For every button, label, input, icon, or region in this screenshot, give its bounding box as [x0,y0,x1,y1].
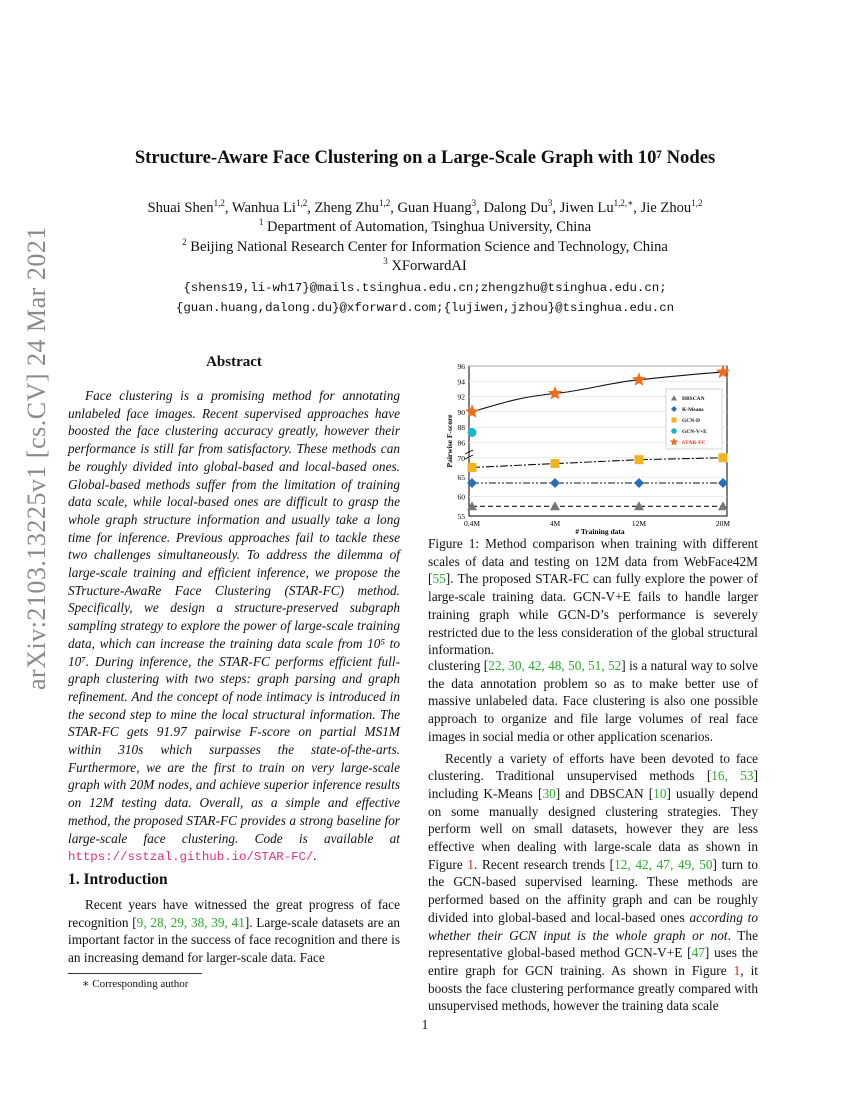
author-affiliation-sup: 1,2 [213,198,225,209]
data-point-square [635,455,644,464]
y-tick-label: 55 [457,512,465,521]
y-tick-label: 92 [457,392,465,402]
data-point-diamond [550,478,560,488]
abstract-body [68,387,400,867]
author-name: Shuai Shen [147,200,214,216]
data-point-star [465,404,479,418]
citation-link[interactable]: 10 [653,785,667,801]
body-text: Recently a variety of efforts have been devoted to face clustering. Traditional unsupervised methods [ [428,750,758,784]
affiliation-num: 2 [182,237,187,248]
body-text: ] and DBSCAN [ [555,785,654,801]
author-name: Guan Huang [397,200,472,216]
y-tick-label: 90 [457,407,465,417]
author-name: Dalong Du [483,200,548,216]
x-tick-label: 20M [715,519,731,528]
footnote: ∗ Corresponding author [82,978,189,990]
author-affiliation-sup: 1,2 [378,198,391,209]
legend-marker-circle [671,428,677,434]
affiliation-text: Department of Automation, Tsinghua University, China [267,219,592,235]
y-tick-label: 94 [457,377,465,387]
data-point-square [468,463,477,472]
author-affiliation-sup: 3 [547,198,553,209]
data-point-diamond [634,478,644,488]
emphasis-text: according to whether their GCN input is the whole graph or not [428,909,759,943]
paper-title: Structure-Aware Face Clustering on a Large-Scale Graph with 10⁷ Nodes [134,147,716,168]
data-point-triangle [550,501,560,510]
affiliation-num: 3 [383,256,388,267]
series-line-gcn-d [472,458,723,468]
y-tick-label: 70 [457,453,465,463]
citation-link[interactable]: 47 [691,945,705,961]
figure-1-chart [428,355,758,537]
author-name: Wanhua Li [231,200,296,216]
author-list: Shuai Shen$^{1,2}$, Wanhua Li$^{1,2}$, Zheng Zhu$^{1,2}$, Guan Huang$^3$, Dalong Du$^3$, Jiwen $Lu^{1,2,∗}$, Jie Zhou$^{1,2}$ [147,198,703,216]
abstract-text: Face clustering is a promising method for annotating unlabeled face images. Recent supervised approaches have boosted the face clustering accuracy greatly, however their performance is still far from satisfactory. These methods can be roughly divided into global-based and local-based ones. Global-based methods suffer from the limitation of training data scale, while local-based ones are difficult to grasp the whole graph structure information and usually take a long time for inference. Previous approaches fail to tackle these two challenges simultaneously. To address the dilemma of large-scale training and efficient inference, we propose the STructure-AwaRe Face Clustering (STAR-FC) method. Specifically, we design a structure-preserved subgraph sampling strategy to explore the power of large-scale training data, which can increase the training data scale from 10⁵ to 10⁷. During inference, the STAR-FC performs efficient full-graph clustering with two steps: graph parsing and graph refinement. And the concept of node intimacy is introduced in the second step to mine the local structural information. The STAR-FC gets 91.97 pairwise F-score on partial MS1M within 310s which surpasses the state-of-the-arts. Furthermore, we are the first to train on very large-scale graph with 20M nodes, and achieve superior inference results on 12M testing data. Overall, as a simple and effective method, the proposed STAR-FC provides a strong baseline for large-scale face clustering. Code is available at [68,388,400,846]
footnote-rule [68,973,202,974]
author-name: Jiwen Lu [559,200,614,216]
affiliation-2 [0,239,850,256]
page-number: 1 [421,1017,429,1032]
body-text: ] uses the entire graph for GCN training. As shown in Figure [428,945,758,978]
author-name: Jie Zhou [640,200,692,216]
email-line-1: {shens19,li-wh17}@mails.tsinghua.edu.cn;zhengzhu@tsinghua.edu.cn; [183,281,667,295]
intro-text: Recent years have witnessed the great progress of face recognition [ [68,897,400,930]
figure-label: Figure 1: [428,536,480,551]
body-text: ] usually depend on some manually designed clustering strategies. They perform well on small datasets, however they are less effective when dealing with large-scale data as shown in Figure [428,785,758,872]
body-text: ] including K-Means [ [428,768,758,801]
data-point-star [716,365,730,379]
legend-label: STAR-FC [682,440,706,446]
legend-label: GCN-V+E [682,429,707,435]
right-column-body [428,657,758,1015]
affiliation-text: Beijing National Research Center for Information Science and Technology, China [190,239,668,255]
arxiv-sidebar-id: arXiv:2103.13225v1 [cs.CV] 24 Mar 2021 [22,226,51,690]
intro-body [68,896,400,967]
data-point-circle [468,428,477,437]
x-tick-label: 4M [549,519,561,528]
data-point-star [548,386,562,400]
email-line-2: {guan.huang,dalong.du}@xforward.com;{lujiwen,jzhou}@tsinghua.edu.cn [175,301,675,315]
figure-ref-link[interactable]: 1 [733,962,741,978]
caption-text: ]. The proposed STAR-FC can fully explore the power of large-scale training data. GCN-V+E fails to handle larger training graph while GCN-D’s performance is severely restricted due to the less consideration of the global structural information. [428,571,758,658]
body-text: . Recent research trends [ [474,856,615,872]
body-text: . The representative global-based method GCN-V+E [ [428,927,758,961]
body-text: , it boosts the face clustering performance greatly compared with unsupervised methods, however the training data scale [428,962,758,1014]
author-affiliation-sup: 1,2 [295,198,308,209]
author-affiliation-sup: 1,2,∗ [613,198,634,209]
y-tick-label: 60 [457,492,465,502]
abstract-end: . [313,848,317,864]
y-tick-label: 88 [457,423,465,433]
y-tick-label: 96 [457,362,465,371]
figure-1-caption [428,535,758,659]
citation-link[interactable]: 12, 42, 47, 49, 50 [614,856,713,872]
legend-label: DBSCAN [682,396,705,402]
body-text: ] is a natural way to solve the data annotation problem so as to make better use of massive unlabeled data. Face clustering is also one possible approach to organize and file large volumes of real face images in social media or other application scenarios. [428,658,759,744]
citation-link[interactable]: 16, 53 [711,768,754,784]
author-affiliation-sup: 3 [471,198,477,209]
intro-text: ]. Large-scale datasets are an important factor in the success of face recognition and there is an increasing demand for larger-scale data. Face [68,914,400,966]
x-axis-label: # Training data [575,527,625,536]
y-tick-label: 65 [457,473,465,483]
affiliation-num: 1 [258,217,264,228]
x-tick-label: 0.4M [463,519,481,528]
citation-link[interactable]: 55 [432,571,446,587]
legend-marker-square [672,418,677,423]
figure-ref-link[interactable]: 1 [467,856,475,872]
affiliation-3 [0,258,850,275]
citation-link[interactable]: 30 [542,785,556,801]
legend-label: K-Means [682,407,704,413]
y-tick-label: 86 [457,438,465,448]
body-text: ] turn to the GCN-based supervised learning. These methods are performed based on the affinity graph and can be roughly divided into global-based and local-based ones [428,856,759,925]
citation-link[interactable]: 9, 28, 29, 38, 39, 41 [136,914,245,930]
affiliation-text: XForwardAI [391,258,467,274]
data-point-star [632,372,646,386]
legend-label: GCN-D [682,418,701,424]
author-affiliation-sup: 1,2 [691,198,703,209]
code-url-link[interactable]: https://sstzal.github.io/STAR-FC/ [68,850,314,865]
y-axis-label: Pairwise F-score [445,414,454,468]
body-text: clustering [ [428,658,489,673]
caption-text: Method comparison when training with different scales of data and testing on 12M data from WebFace42M [ [428,536,758,587]
author-name: Zheng Zhu [314,200,379,216]
x-tick-label: 12M [631,519,647,528]
data-point-square [551,459,560,468]
data-point-square [719,453,728,462]
citation-link[interactable]: 22, 30, 42, 48, 50, 51, 52 [488,658,622,673]
affiliation-1 [0,219,850,236]
abstract-heading: Abstract [206,354,262,370]
intro-heading: 1. Introduction [68,871,168,888]
